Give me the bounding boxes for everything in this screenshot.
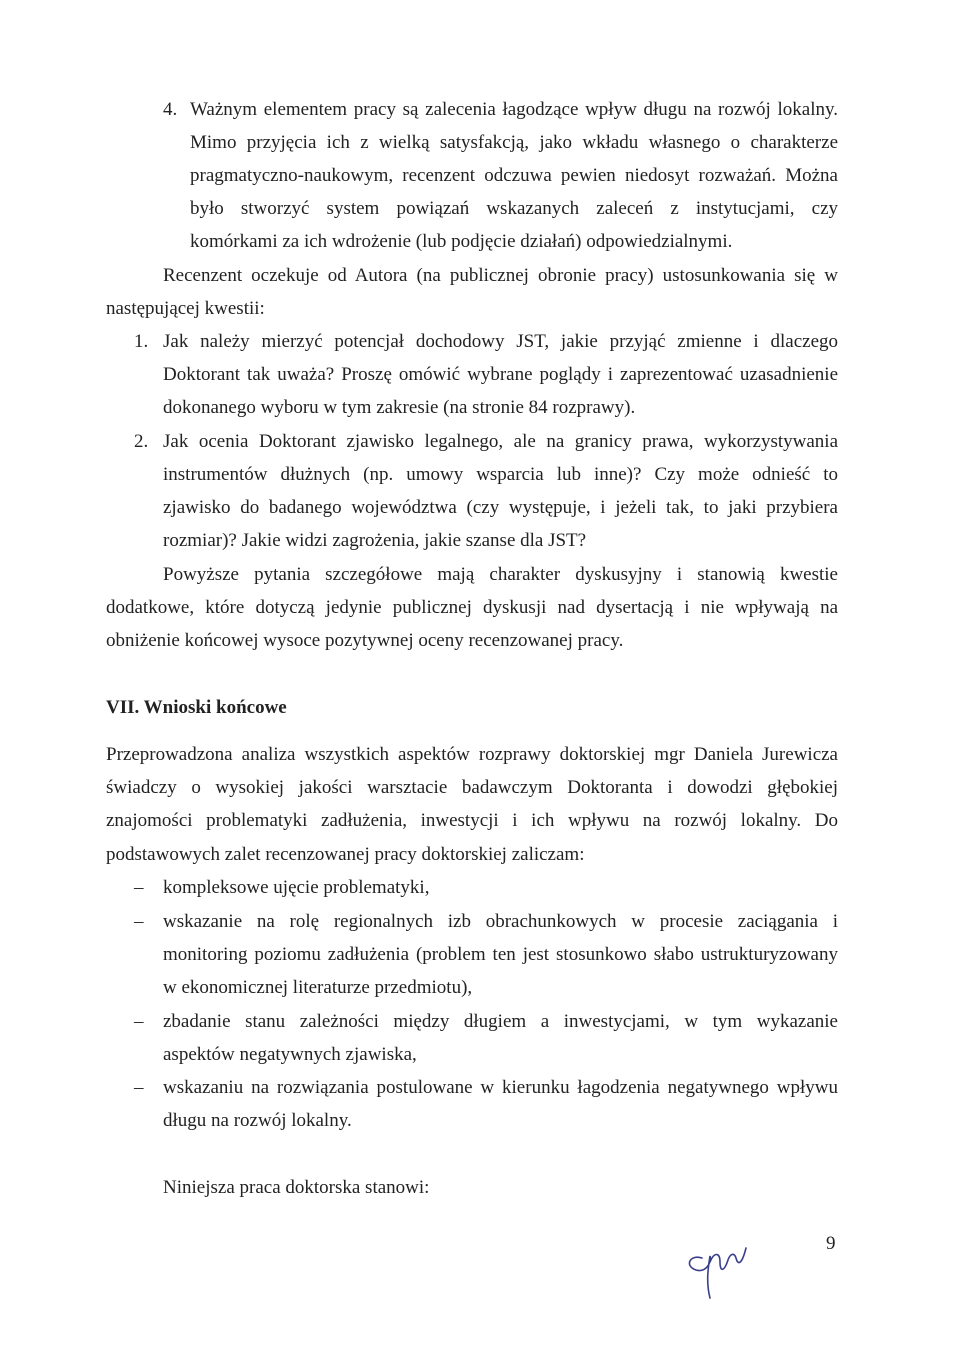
question-1-number: 1. bbox=[134, 331, 149, 352]
item-4-line-1: Ważnym elementem pracy są zalecenia łagodzące wpływ długu na rozwój lokalny. bbox=[190, 99, 838, 120]
item-4-line-4: było stworzyć system powiązań wskazanych zaleceń z instytucjami, czy bbox=[190, 198, 838, 219]
conclusion-line-3: znajomości problematyki zadłużenia, inwestycji i ich wpływu na rozwój lokalny. Do bbox=[106, 810, 838, 831]
conclusion-line-4: podstawowych zalet recenzowanej pracy doktorskiej zaliczam: bbox=[106, 844, 585, 865]
expectation-line-1: Recenzent oczekuje od Autora (na publicznej obronie pracy) ustosunkowania się w bbox=[163, 265, 838, 286]
section-heading: VII. Wnioski końcowe bbox=[106, 697, 287, 718]
question-2-line-2: instrumentów dłużnych (np. umowy wsparcia lub inne)? Czy może odnieść to bbox=[163, 464, 838, 485]
bullet-dash: – bbox=[134, 1011, 144, 1032]
bullet-4-line-1: wskazaniu na rozwiązania postulowane w kierunku łagodzenia negatywnego wpływu bbox=[163, 1077, 838, 1098]
bullet-dash: – bbox=[134, 1077, 144, 1098]
item-4-line-2: Mimo przyjęcia ich z wielką satysfakcją, jako wkładu własnego o charakterze bbox=[190, 132, 838, 153]
remark-line-3: obniżenie końcowej wysoce pozytywnej oceny recenzowanej pracy. bbox=[106, 630, 624, 651]
expectation-line-2: następującej kwestii: bbox=[106, 298, 265, 319]
question-2-number: 2. bbox=[134, 431, 149, 452]
question-1-line-2: Doktorant tak uważa? Proszę omówić wybrane poglądy i zaprezentować uzasadnienie bbox=[163, 364, 838, 385]
bullet-2-line-1: wskazanie na rolę regionalnych izb obrachunkowych w procesie zaciągania i bbox=[163, 911, 838, 932]
item-4-line-3: pragmatyczno-naukowym, recenzent odczuwa pewien niedosyt rozważań. Można bbox=[190, 165, 838, 186]
question-2-line-3: zjawisko do badanego województwa (czy występuje, i jeżeli tak, to jaki przybiera bbox=[163, 497, 838, 518]
item-4-line-5: komórkami za ich wdrożenie (lub podjęcie działań) odpowiedzialnymi. bbox=[190, 231, 733, 252]
question-2-line-1: Jak ocenia Doktorant zjawisko legalnego, ale na granicy prawa, wykorzystywania bbox=[163, 431, 838, 452]
bullet-dash: – bbox=[134, 911, 144, 932]
question-1-line-3: dokonanego wyboru w tym zakresie (na stronie 84 rozprawy). bbox=[163, 397, 636, 418]
bullet-3-line-2: aspektów negatywnych zjawiska, bbox=[163, 1044, 417, 1065]
question-1-line-1: Jak należy mierzyć potencjał dochodowy JST, jakie przyjąć zmienne i dlaczego bbox=[163, 331, 838, 352]
signature-initials bbox=[680, 1228, 770, 1308]
item-4-number: 4. bbox=[163, 99, 178, 120]
conclusion-line-1: Przeprowadzona analiza wszystkich aspektów rozprawy doktorskiej mgr Daniela Jurewicza bbox=[106, 744, 838, 765]
bullet-dash: – bbox=[134, 877, 144, 898]
remark-line-1: Powyższe pytania szczegółowe mają charakter dyskusyjny i stanowią kwestie bbox=[163, 564, 838, 585]
remark-line-2: dodatkowe, które dotyczą jedynie publicznej dyskusji nad dysertacją i nie wpływają na bbox=[106, 597, 838, 618]
bullet-2-line-2: monitoring poziomu zadłużenia (problem ten jest stosunkowo słabo ustrukturyzowany bbox=[163, 944, 838, 965]
conclusion-line-2: świadczy o wysokiej jakości warsztacie badawczym Doktoranta i dowodzi głębokiej bbox=[106, 777, 838, 798]
page-number: 9 bbox=[826, 1233, 836, 1254]
bullet-3-line-1: zbadanie stanu zależności między długiem a inwestycjami, w tym wykazanie bbox=[163, 1011, 838, 1032]
bullet-4-line-2: długu na rozwój lokalny. bbox=[163, 1110, 352, 1131]
closing-line: Niniejsza praca doktorska stanowi: bbox=[163, 1177, 430, 1198]
bullet-1-line-1: kompleksowe ujęcie problematyki, bbox=[163, 877, 430, 898]
bullet-2-line-3: w ekonomicznej literaturze przedmiotu), bbox=[163, 977, 473, 998]
question-2-line-4: rozmiar)? Jakie widzi zagrożenia, jakie szanse dla JST? bbox=[163, 530, 587, 551]
